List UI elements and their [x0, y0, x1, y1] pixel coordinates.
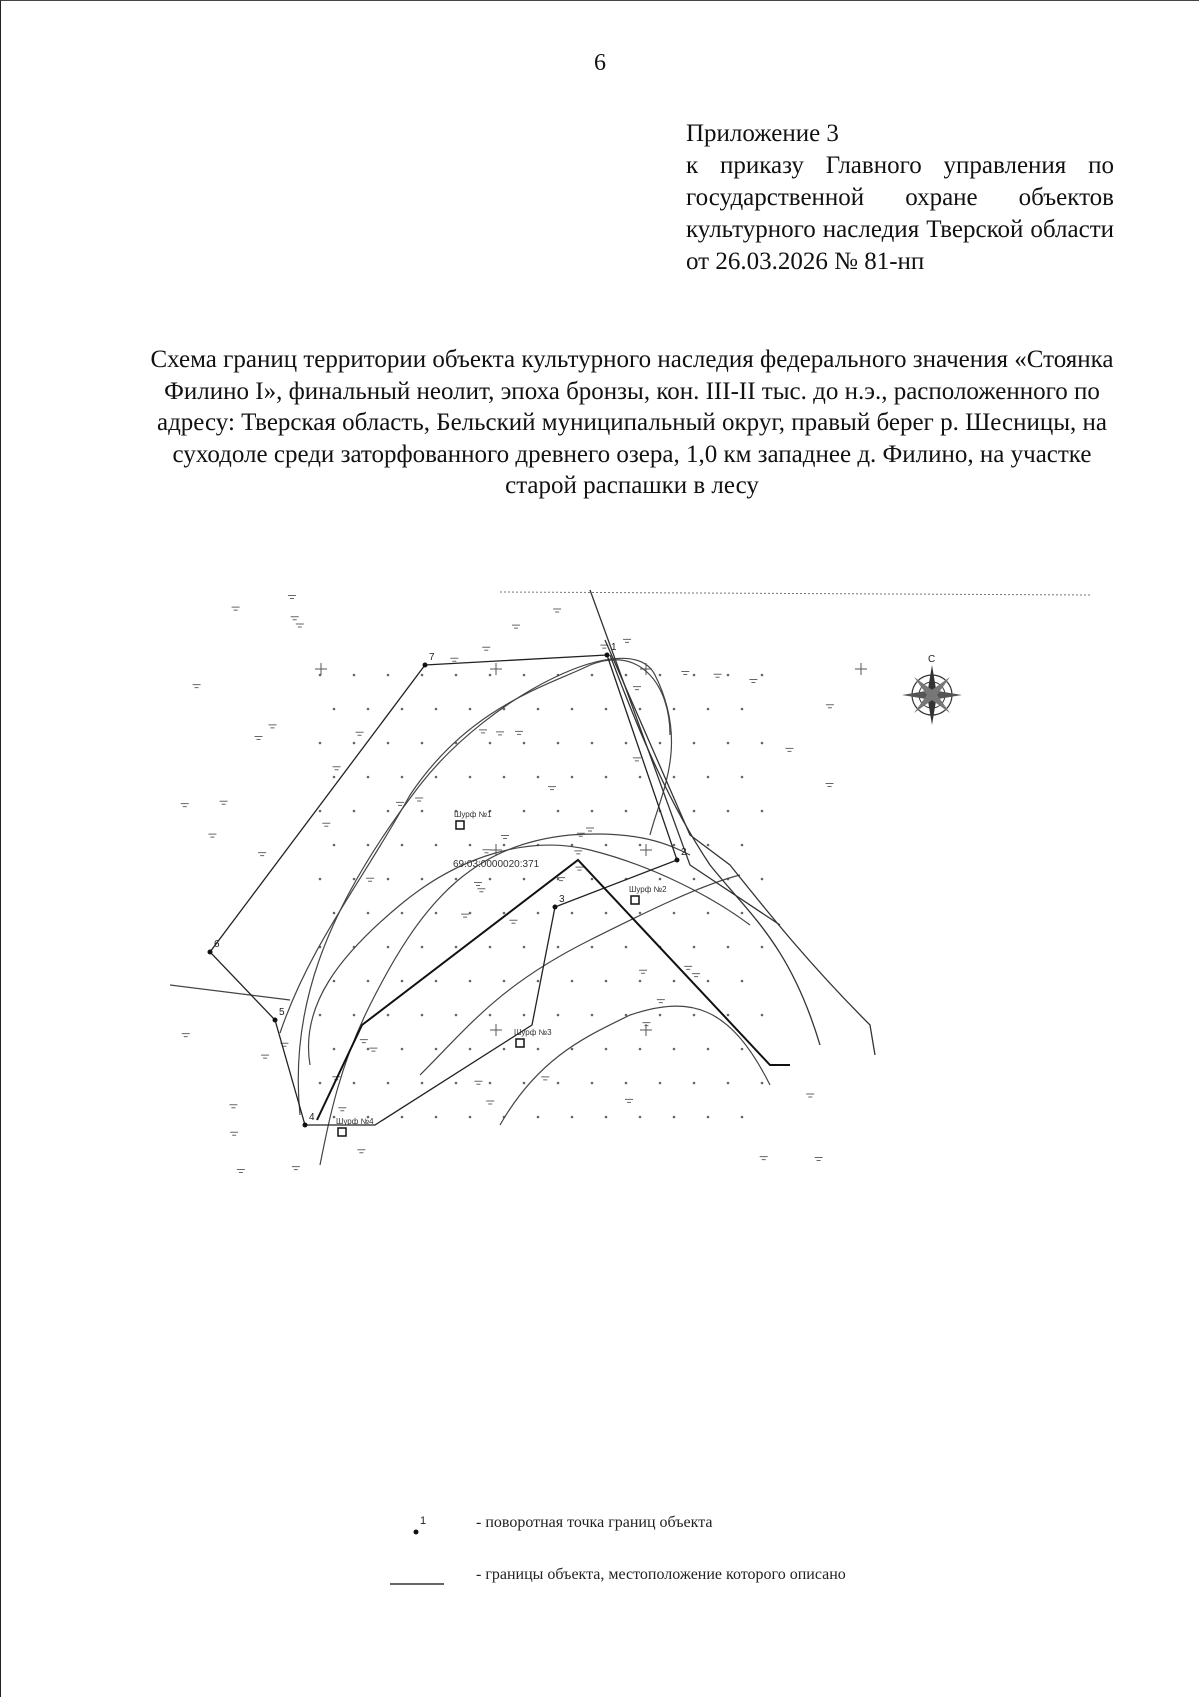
swamp-symbol-icon — [477, 889, 485, 892]
swamp-symbol-icon — [501, 836, 509, 839]
forest-dot — [591, 946, 594, 949]
swamp-symbol-icon — [208, 834, 216, 837]
forest-dot — [421, 810, 424, 813]
forest-dot — [591, 742, 594, 745]
turn-points — [208, 642, 688, 1128]
appendix-text: к приказу Главного управления по государственной охране объектов культурного наследия Тверской области от 26.03.2026 № 81-нп — [686, 152, 1114, 275]
forest-dot — [469, 980, 472, 983]
forest-dot — [523, 946, 526, 949]
turn-point — [423, 663, 428, 668]
forest-dot — [605, 844, 608, 847]
swamp-symbol-icon — [369, 1048, 377, 1051]
swamp-symbol-icon — [515, 731, 523, 734]
map-top-edge — [500, 592, 1090, 595]
turn-point-label: 7 — [429, 652, 435, 663]
forest-dot — [693, 1082, 696, 1085]
swamp-symbol-icon — [623, 639, 631, 642]
forest-dot — [523, 878, 526, 881]
forest-dot — [469, 1116, 472, 1119]
forest-dot — [571, 980, 574, 983]
swamp-symbol-icon — [396, 802, 404, 805]
forest-dot — [741, 776, 744, 779]
swamp-symbol-icon — [415, 798, 423, 801]
forest-dot — [455, 878, 458, 881]
forest-dot — [741, 844, 744, 847]
swamp-symbol-icon — [357, 1150, 365, 1153]
forest-dot — [625, 674, 628, 677]
swamp-symbol-icon — [574, 851, 582, 854]
forest-dot — [489, 742, 492, 745]
forest-dot — [523, 810, 526, 813]
forest-dot — [741, 1116, 744, 1119]
forest-dot — [659, 674, 662, 677]
forest-dot — [693, 810, 696, 813]
forest-dot — [387, 878, 390, 881]
forest-dot — [571, 1116, 574, 1119]
forest-dot — [639, 1116, 642, 1119]
forest-dot — [367, 980, 370, 983]
forest-dot — [469, 912, 472, 915]
pit-marker — [454, 810, 492, 829]
forest-dot — [741, 980, 744, 983]
forest-dot — [421, 946, 424, 949]
swamp-symbol-icon — [182, 1034, 190, 1037]
forest-dot — [367, 912, 370, 915]
pit-label: Шурф №3 — [514, 1028, 552, 1037]
forest-dot — [707, 776, 710, 779]
swamp-symbol-icon — [749, 679, 757, 682]
forest-dot — [401, 776, 404, 779]
swamp-symbol-icon — [482, 647, 490, 650]
swamp-symbol-icon — [509, 920, 517, 923]
forest-dot — [761, 810, 764, 813]
forest-dot — [421, 674, 424, 677]
pit-label: Шурф №4 — [336, 1117, 374, 1126]
turn-point-label: 6 — [214, 939, 220, 950]
swamp-symbol-icon — [474, 883, 482, 886]
forest-dot — [319, 742, 322, 745]
forest-dot — [605, 1048, 608, 1051]
forest-dot — [557, 878, 560, 881]
swamp-symbol-icon — [292, 1167, 300, 1170]
cadastral-number: 69:03:0000020:371 — [453, 859, 540, 870]
swamp-symbol-icon — [296, 624, 304, 627]
forest-dot — [469, 844, 472, 847]
forest-dot — [659, 1014, 662, 1017]
forest-dot — [673, 1048, 676, 1051]
pit-icon — [456, 821, 464, 829]
swamp-symbol-icon — [461, 914, 469, 917]
swamp-symbol-icon — [760, 1157, 768, 1160]
swamp-symbol-icon — [586, 828, 594, 831]
swamp-symbol-icon — [322, 823, 330, 826]
forest-dot — [387, 946, 390, 949]
swamp-symbol-icon — [541, 1077, 549, 1080]
swamp-symbol-icon — [193, 685, 201, 688]
forest-dot — [421, 1082, 424, 1085]
swamp-symbol-icon — [512, 625, 520, 628]
forest-dot — [367, 708, 370, 711]
forest-dot — [537, 912, 540, 915]
swamp-symbol-icon — [826, 783, 834, 786]
forest-dot — [319, 878, 322, 881]
turn-point — [303, 1123, 308, 1128]
forest-dot — [571, 1048, 574, 1051]
swamp-symbol-icon — [255, 737, 263, 740]
swamp-symbols — [181, 596, 834, 1173]
pit-icon — [338, 1128, 346, 1136]
forest-dot — [707, 912, 710, 915]
forest-dot — [387, 674, 390, 677]
forest-dot — [537, 1048, 540, 1051]
forest-dot — [605, 980, 608, 983]
turn-point-label: 3 — [559, 894, 565, 905]
forest-dot — [673, 776, 676, 779]
swamp-symbol-icon — [692, 974, 700, 977]
forest-dot — [761, 946, 764, 949]
forest-dot — [435, 1048, 438, 1051]
swamp-symbol-icon — [625, 1099, 633, 1102]
forest-dot — [401, 912, 404, 915]
forest-dot — [401, 1116, 404, 1119]
turn-point-label: 4 — [309, 1112, 315, 1123]
forest-dot — [333, 844, 336, 847]
forest-dot — [353, 674, 356, 677]
forest-dot — [503, 912, 506, 915]
forest-dot — [523, 1014, 526, 1017]
forest-dot — [693, 742, 696, 745]
forest-dot — [591, 674, 594, 677]
inner-boundary — [317, 860, 790, 1120]
swamp-symbol-icon — [333, 767, 341, 770]
forest-dot — [673, 708, 676, 711]
swamp-symbol-icon — [639, 970, 647, 973]
turn-point — [605, 653, 610, 658]
swamp-symbol-icon — [575, 867, 583, 870]
swamp-symbol-icon — [450, 658, 458, 661]
forest-dot — [639, 912, 642, 915]
map-canvas — [170, 585, 1100, 1185]
forest-dot — [557, 946, 560, 949]
legend-point-number: 1 — [420, 1515, 427, 1527]
forest-dot — [727, 1082, 730, 1085]
turn-point-label: 1 — [611, 642, 617, 653]
appendix-title: Приложение 3 — [686, 120, 839, 147]
forest-dot — [503, 844, 506, 847]
forest-dot — [353, 1082, 356, 1085]
swamp-symbol-icon — [261, 1055, 269, 1058]
contour-lines — [170, 658, 770, 1165]
forest-dot — [489, 878, 492, 881]
forest-dot — [639, 1048, 642, 1051]
swamp-symbol-icon — [268, 725, 276, 728]
forest-dot — [537, 1116, 540, 1119]
forest-dot — [387, 1014, 390, 1017]
swamp-symbol-icon — [482, 850, 490, 853]
forest-dot — [523, 674, 526, 677]
document-title: Схема границ территории объекта культурного наследия федерального значения «Стоянка Филино I», финальный неолит, эпоха бронзы, кон. III-II тыс. до н.э., расположенного по адресу: Тверская область, Бельский муниципальный округ, правый берег р. Шесницы, на суходоле среди заторфованного древнего озера, 1,0 км западнее д. Филино, на участке старой распашки в лесу — [150, 346, 1114, 499]
swamp-symbol-icon — [806, 1094, 814, 1097]
forest-dot — [591, 878, 594, 881]
forest-dot — [503, 776, 506, 779]
forest-dot — [537, 708, 540, 711]
swamp-symbol-icon — [232, 607, 240, 610]
forest-dot — [455, 946, 458, 949]
forest-dot — [537, 980, 540, 983]
forest-dot — [503, 980, 506, 983]
forest-dot — [523, 1082, 526, 1085]
pit-marker — [629, 885, 667, 904]
legend-boundary-label: - границы объекта, местоположение которого описано — [476, 1566, 846, 1583]
forest-dot — [319, 1082, 322, 1085]
forest-dot — [605, 912, 608, 915]
swamp-symbol-icon — [220, 801, 228, 804]
swamp-symbol-icon — [181, 804, 189, 807]
forest-dot — [421, 878, 424, 881]
swamp-symbol-icon — [474, 1081, 482, 1084]
forest-dot — [591, 1082, 594, 1085]
forest-dot — [591, 1014, 594, 1017]
forest-dot — [489, 1014, 492, 1017]
forest-dots — [319, 674, 764, 1119]
boundary-map — [170, 585, 1100, 1185]
turn-point — [208, 950, 213, 955]
forest-dot — [625, 946, 628, 949]
forest-dot — [401, 980, 404, 983]
forest-dot — [387, 810, 390, 813]
forest-dot — [421, 742, 424, 745]
forest-dot — [401, 844, 404, 847]
forest-dot — [741, 708, 744, 711]
swamp-symbol-icon — [553, 609, 561, 612]
forest-dot — [557, 742, 560, 745]
forest-dot — [605, 776, 608, 779]
grid-crosses — [315, 663, 867, 1036]
forest-dot — [659, 1082, 662, 1085]
appendix-block — [686, 118, 1114, 278]
forest-dot — [659, 742, 662, 745]
forest-dot — [673, 980, 676, 983]
forest-dot — [333, 776, 336, 779]
pit-icon — [516, 1039, 524, 1047]
forest-dot — [605, 708, 608, 711]
swamp-symbol-icon — [338, 1108, 346, 1111]
swamp-symbol-icon — [548, 787, 556, 790]
forest-dot — [503, 1048, 506, 1051]
legend-turn-point-label: - поворотная точка границ объекта — [476, 1514, 713, 1531]
forest-dot — [469, 708, 472, 711]
forest-dot — [571, 708, 574, 711]
swamp-symbol-icon — [288, 596, 296, 599]
forest-dot — [571, 912, 574, 915]
forest-dot — [333, 980, 336, 983]
forest-dot — [333, 708, 336, 711]
swamp-symbol-icon — [633, 758, 641, 761]
forest-dot — [489, 1082, 492, 1085]
swamp-symbol-icon — [479, 730, 487, 733]
forest-dot — [367, 776, 370, 779]
pit-label: Шурф №1 — [454, 810, 492, 819]
forest-dot — [353, 1014, 356, 1017]
swamp-symbol-icon — [258, 853, 266, 856]
forest-dot — [693, 1014, 696, 1017]
forest-dot — [741, 912, 744, 915]
legend-row-boundary — [380, 1560, 940, 1600]
forest-dot — [455, 1082, 458, 1085]
forest-dot — [353, 742, 356, 745]
forest-dot — [435, 912, 438, 915]
forest-dot — [625, 810, 628, 813]
forest-dot — [333, 912, 336, 915]
turn-point-label: 2 — [681, 847, 687, 858]
forest-dot — [571, 776, 574, 779]
forest-dot — [401, 1048, 404, 1051]
forest-dot — [469, 1048, 472, 1051]
forest-dot — [401, 708, 404, 711]
forest-dot — [469, 776, 472, 779]
swamp-symbol-icon — [486, 1101, 494, 1104]
pit-label: Шурф №2 — [629, 885, 667, 894]
forest-dot — [673, 844, 676, 847]
forest-dot — [707, 844, 710, 847]
forest-dot — [367, 844, 370, 847]
swamp-symbol-icon — [657, 1000, 665, 1003]
turn-point-icon — [380, 1508, 460, 1548]
forest-dot — [761, 674, 764, 677]
forest-dot — [557, 810, 560, 813]
forest-dot — [435, 776, 438, 779]
swamp-symbol-icon — [496, 732, 504, 735]
forest-dot — [727, 674, 730, 677]
swamp-symbol-icon — [360, 1040, 368, 1043]
forest-dot — [557, 1082, 560, 1085]
pit-marker — [336, 1117, 374, 1136]
forest-dot — [421, 1014, 424, 1017]
forest-dot — [455, 1014, 458, 1017]
swamp-symbol-icon — [291, 617, 299, 620]
forest-dot — [761, 878, 764, 881]
forest-dot — [639, 980, 642, 983]
swamp-symbol-icon — [356, 732, 364, 735]
forest-dot — [455, 674, 458, 677]
boundary-line-icon — [380, 1560, 460, 1600]
forest-dot — [741, 1048, 744, 1051]
forest-dot — [761, 1082, 764, 1085]
swamp-symbol-icon — [785, 748, 793, 751]
forest-dot — [693, 878, 696, 881]
forest-dot — [727, 742, 730, 745]
swamp-symbol-icon — [815, 1158, 823, 1161]
turn-point — [675, 858, 680, 863]
forest-dot — [707, 708, 710, 711]
swamp-symbol-icon — [633, 687, 641, 690]
forest-dot — [489, 946, 492, 949]
compass-rose-icon — [902, 654, 962, 725]
forest-dot — [761, 1014, 764, 1017]
swamp-symbol-icon — [237, 1170, 245, 1173]
forest-dot — [639, 776, 642, 779]
forest-dot — [319, 810, 322, 813]
forest-dot — [707, 980, 710, 983]
forest-dot — [639, 844, 642, 847]
forest-dot — [435, 844, 438, 847]
swamp-symbol-icon — [684, 966, 692, 969]
pit-icon — [631, 896, 639, 904]
forest-dot — [537, 776, 540, 779]
forest-dot — [333, 1048, 336, 1051]
swamp-symbol-icon — [230, 1132, 238, 1135]
forest-dot — [625, 742, 628, 745]
forest-dot — [319, 1014, 322, 1017]
forest-dot — [639, 708, 642, 711]
compass-north-letter: С — [928, 654, 936, 665]
forest-dot — [727, 946, 730, 949]
forest-dot — [353, 810, 356, 813]
forest-dot — [673, 1116, 676, 1119]
swamp-symbol-icon — [681, 671, 689, 674]
forest-dot — [625, 1082, 628, 1085]
turn-point — [273, 1018, 278, 1023]
forest-dot — [727, 1014, 730, 1017]
forest-dot — [761, 742, 764, 745]
pit-marker — [514, 1028, 552, 1047]
swamp-symbol-icon — [366, 878, 374, 881]
forest-dot — [693, 674, 696, 677]
forest-dot — [673, 912, 676, 915]
turn-point-label: 5 — [279, 1007, 285, 1018]
forest-dot — [353, 878, 356, 881]
forest-dot — [523, 742, 526, 745]
forest-dot — [333, 1116, 336, 1119]
forest-dot — [435, 980, 438, 983]
forest-dot — [387, 1082, 390, 1085]
page-number: 6 — [594, 50, 606, 76]
forest-dot — [707, 1116, 710, 1119]
turn-point — [553, 905, 558, 910]
swamp-symbol-icon — [826, 705, 834, 708]
forest-dot — [387, 742, 390, 745]
forest-dot — [367, 1048, 370, 1051]
forest-dot — [659, 878, 662, 881]
swamp-symbol-icon — [714, 674, 722, 677]
legend-row-turn-point — [380, 1508, 940, 1548]
forest-dot — [489, 674, 492, 677]
forest-dot — [591, 810, 594, 813]
forest-dot — [557, 1014, 560, 1017]
forest-dot — [605, 1116, 608, 1119]
forest-dot — [707, 1048, 710, 1051]
forest-dot — [435, 708, 438, 711]
forest-dot — [693, 946, 696, 949]
forest-dot — [727, 810, 730, 813]
swamp-symbol-icon — [229, 1105, 237, 1108]
forest-dot — [435, 1116, 438, 1119]
